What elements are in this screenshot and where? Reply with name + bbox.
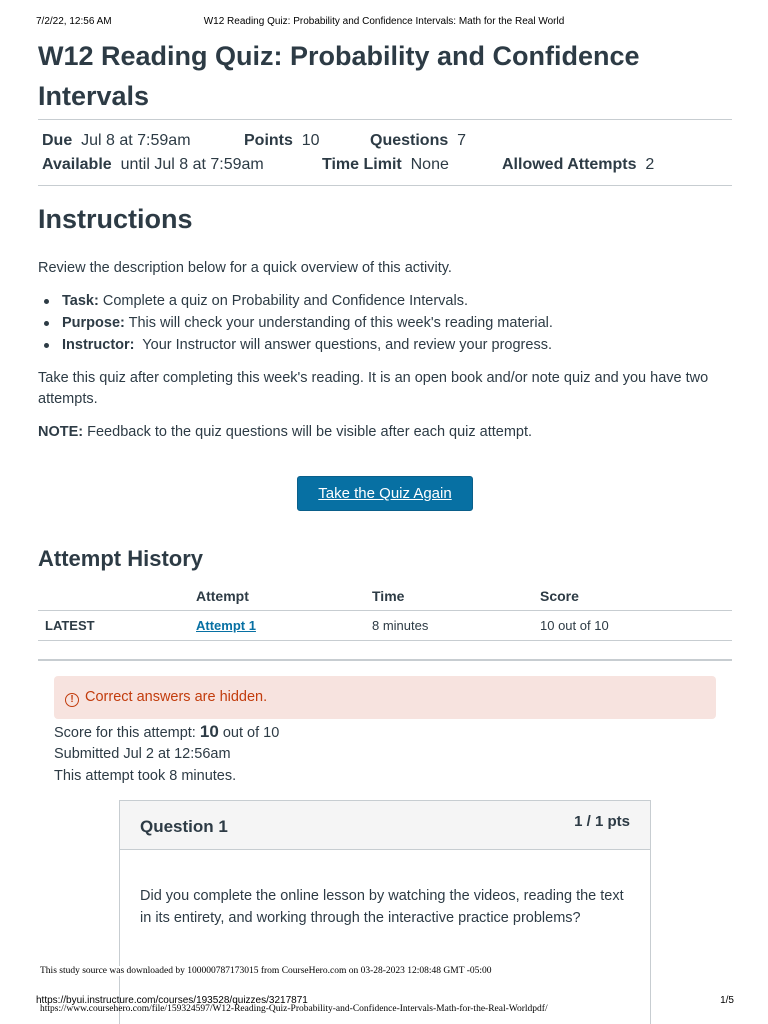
instructions-heading: Instructions <box>38 204 193 234</box>
submitted-time: Submitted Jul 2 at 12:56am <box>54 746 231 762</box>
table-header-row <box>38 583 732 610</box>
latest-tag: LATEST <box>38 610 196 640</box>
list-item: Instructor: Your Instructor will answer questions, and review your progress. <box>44 334 724 356</box>
question-title: Question 1 <box>140 817 228 836</box>
print-header <box>36 16 732 30</box>
attempt-score: Score for this attempt: 10 out of 10 <box>54 722 280 741</box>
print-date: 7/2/22, 12:56 AM <box>36 16 112 27</box>
due-date: Due Jul 8 at 7:59am <box>42 132 191 149</box>
list-item: Purpose: This will check your understanding of this week's reading material. <box>44 312 724 334</box>
instructions-note: NOTE: Feedback to the quiz questions will be visible after each quiz attempt. <box>38 424 533 440</box>
bullet-icon <box>44 321 49 326</box>
list-item: Task: Complete a quiz on Probability and Confidence Intervals. <box>44 290 724 312</box>
bullet-icon <box>44 299 49 304</box>
take-quiz-again-button[interactable]: Take the Quiz Again <box>297 476 473 511</box>
question-header <box>120 801 650 850</box>
attempt-duration: This attempt took 8 minutes. <box>54 768 237 784</box>
attempt-history-table <box>38 583 732 641</box>
time-cell: 8 minutes <box>372 610 540 640</box>
instructions-intro: Review the description below for a quick overview of this activity. <box>38 260 452 276</box>
points: Points 10 <box>244 132 320 149</box>
question-card <box>119 800 651 1024</box>
attempt-cell <box>196 610 372 640</box>
column-header-time: Time <box>372 583 540 610</box>
allowed-attempts: Allowed Attempts 2 <box>502 156 655 173</box>
column-header-attempt: Attempt <box>196 583 372 610</box>
attempt-history-heading: Attempt History <box>38 546 204 571</box>
hidden-answers-alert <box>54 676 716 719</box>
download-source-note: This study source was downloaded by 100000787173015 from CourseHero.com on 03-28-2023 12:08:48 GMT -05:00 <box>40 966 492 976</box>
coursehero-url: https://www.coursehero.com/file/159324597/W12-Reading-Quiz-Probability-and-Confidence-Intervals-Math-for-the-Real-Worldpdf/ <box>40 1004 548 1014</box>
column-header-score: Score <box>540 583 732 610</box>
instructions-body: Take this quiz after completing this week's reading. It is an open book and/or note quiz and you have two attempts. <box>38 370 709 407</box>
availability: Available until Jul 8 at 7:59am <box>42 156 264 173</box>
bullet-icon <box>44 343 49 348</box>
page-title: W12 Reading Quiz: Probability and Confidence Intervals <box>38 41 640 111</box>
attempt-link[interactable]: Attempt 1 <box>196 617 256 633</box>
section-divider <box>38 659 732 661</box>
table-row <box>38 610 732 640</box>
column-header-tag <box>38 583 196 610</box>
warning-icon: ! <box>65 693 79 707</box>
page-url: https://byui.instructure.com/courses/193528/quizzes/3217871 <box>36 995 308 1006</box>
instructions-list <box>44 290 724 356</box>
print-page-title: W12 Reading Quiz: Probability and Confidence Intervals: Math for the Real World <box>203 16 565 27</box>
question-points: 1 / 1 pts <box>574 813 630 830</box>
page-number: 1/5 <box>720 995 734 1006</box>
quiz-details <box>38 119 732 186</box>
question-text: Did you complete the online lesson by watching the videos, reading the text in its entirety, and working through the interactive practice problems? <box>140 888 624 926</box>
alert-text: Correct answers are hidden. <box>85 689 268 705</box>
question-count: Questions 7 <box>370 132 467 149</box>
score-cell: 10 out of 10 <box>540 610 732 640</box>
time-limit: Time Limit None <box>322 156 449 173</box>
